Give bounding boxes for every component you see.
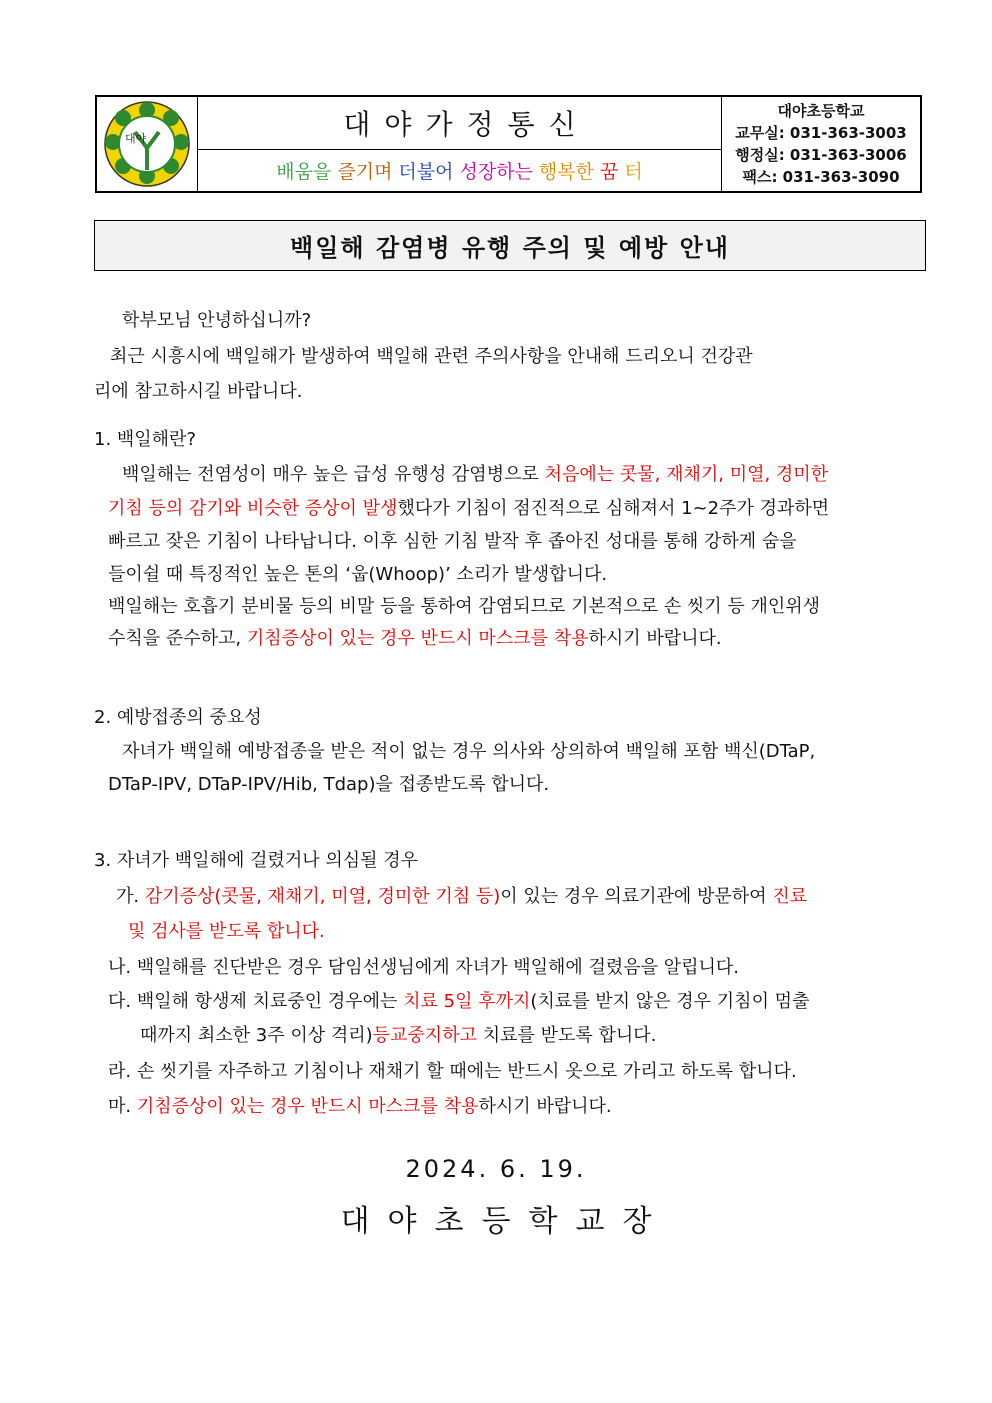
da2-text-2: 치료를 받도록 합니다.: [476, 1025, 657, 1046]
s1-line-2: [108, 494, 829, 520]
da-text-1: 다. 백일해 항생제 치료중인 경우에는: [108, 991, 404, 1012]
motto-word: 행복한: [538, 161, 594, 183]
s3-item-na: 나. 백일해를 진단받은 경우 담임선생님에게 자녀가 백일해에 걸렸음을 알립니다.: [108, 957, 740, 978]
ga-highlight-2: 진료: [772, 886, 808, 907]
school-emblem-icon: [103, 100, 191, 188]
section-1-heading: 1. 백일해란?: [94, 429, 197, 450]
s2-line-2: DTaP-IPV, DTaP-IPV/Hib, Tdap)을 접종받도록 합니다.: [108, 774, 550, 795]
da-highlight-1: 치료 5일 후까지: [403, 991, 531, 1012]
s1-line-3: 빠르고 잦은 기침이 나타납니다. 이후 심한 기침 발작 후 좁아진 성대를 통해 강하게 숨을: [108, 531, 797, 552]
s3-item-ra: 라. 손 씻기를 자주하고 기침이나 재채기 할 때에는 반드시 옷으로 가리고 하도록 합니다.: [108, 1061, 797, 1082]
s1-l2-text: 했다가 기침이 점진적으로 심해져서 1~2주가 경과하면: [397, 498, 830, 519]
motto-word: 더불어: [398, 161, 454, 183]
section-2-heading: 2. 예방접종의 중요성: [94, 707, 262, 728]
header-middle: [198, 97, 722, 191]
fax-number: 팩스: 031-363-3090: [742, 168, 900, 186]
motto-word: 배움을: [276, 161, 332, 183]
s3-item-ga-cont: [128, 917, 325, 943]
school-contact: [722, 97, 920, 191]
phone-admin: 행정실: 031-363-3006: [735, 146, 907, 164]
ma-text: 하시기 바랍니다.: [478, 1096, 612, 1117]
newsletter-header: [95, 95, 922, 193]
section-3-heading: 3. 자녀가 백일해에 걸렸거나 의심될 경우: [94, 850, 418, 871]
da-text-2: (치료를 받지 않은 경우 기침이 멈출: [530, 991, 810, 1012]
greeting: 학부모님 안녕하십니까?: [122, 310, 312, 331]
s1-line-1: [122, 460, 828, 486]
intro-line-2: 리에 참고하시길 바랍니다.: [94, 381, 303, 402]
s3-item-ga: [116, 882, 807, 908]
s3-item-ma: [108, 1092, 612, 1118]
intro-line-1: 최근 시흥시에 백일해가 발생하여 백일해 관련 주의사항을 안내해 드리오니 건강관: [110, 346, 753, 367]
da2-text-1: 때까지 최소한 3주 이상 격리): [140, 1025, 373, 1046]
s1-line-6: [108, 624, 722, 650]
phone-academic: 교무실: 031-363-3003: [735, 124, 907, 142]
s2-line-1: 자녀가 백일해 예방접종을 받은 적이 없는 경우 의사와 상의하여 백일해 포함 백신(DTaP,: [122, 741, 816, 762]
s1-l6-text: 수칙을 준수하고,: [108, 628, 247, 649]
ga-text: 이 있는 경우 의료기관에 방문하여: [500, 886, 773, 907]
motto-word: 성장하는: [459, 161, 533, 183]
s1-l6-end: 하시기 바랍니다.: [588, 628, 722, 649]
s1-l2-highlight: 기침 등의 감기와 비슷한 증상이 발생: [108, 498, 398, 519]
ma-highlight: 기침증상이 있는 경우 반드시 마스크를 착용: [136, 1096, 479, 1117]
s3-item-da: [108, 987, 809, 1013]
ga-label: 가.: [116, 886, 145, 907]
logo-text: 대야: [125, 132, 147, 145]
newsletter-title: 대야가정통신: [198, 97, 721, 150]
s1-l1-text: 백일해는 전염성이 매우 높은 급성 유행성 감염병으로: [122, 464, 545, 485]
ga-highlight-1: 감기증상(콧물, 재채기, 미열, 경미한 기침 등): [144, 886, 501, 907]
motto-word: 즐기며: [337, 161, 393, 183]
s1-l6-highlight: 기침증상이 있는 경우 반드시 마스크를 착용: [246, 628, 589, 649]
s3-item-da-cont: [140, 1021, 656, 1047]
s1-l1-highlight: 처음에는 콧물, 재채기, 미열, 경미한: [544, 464, 829, 485]
da2-highlight: 등교중지하고: [372, 1025, 477, 1046]
school-motto: [198, 150, 721, 191]
ga-highlight-3: 및 검사를 받도록 합니다.: [128, 921, 325, 942]
school-name: 대야초등학교: [777, 102, 865, 120]
document-title: 백일해 감염병 유행 주의 및 예방 안내: [94, 220, 926, 271]
motto-word: 꿈: [599, 161, 619, 183]
ma-label: 마.: [108, 1096, 137, 1117]
school-logo: [97, 97, 198, 191]
s1-line-5: 백일해는 호흡기 분비물 등의 비말 등을 통하여 감염되므로 기본적으로 손 씻기 등 개인위생: [108, 596, 821, 617]
principal-signature: 대야초등학교장: [340, 1204, 670, 1239]
issue-date: 2024. 6. 19.: [405, 1155, 587, 1183]
motto-word: 터: [624, 161, 643, 183]
s1-line-4: 들이쉴 때 특징적인 높은 톤의 ‘웁(Whoop)’ 소리가 발생합니다.: [108, 564, 608, 585]
